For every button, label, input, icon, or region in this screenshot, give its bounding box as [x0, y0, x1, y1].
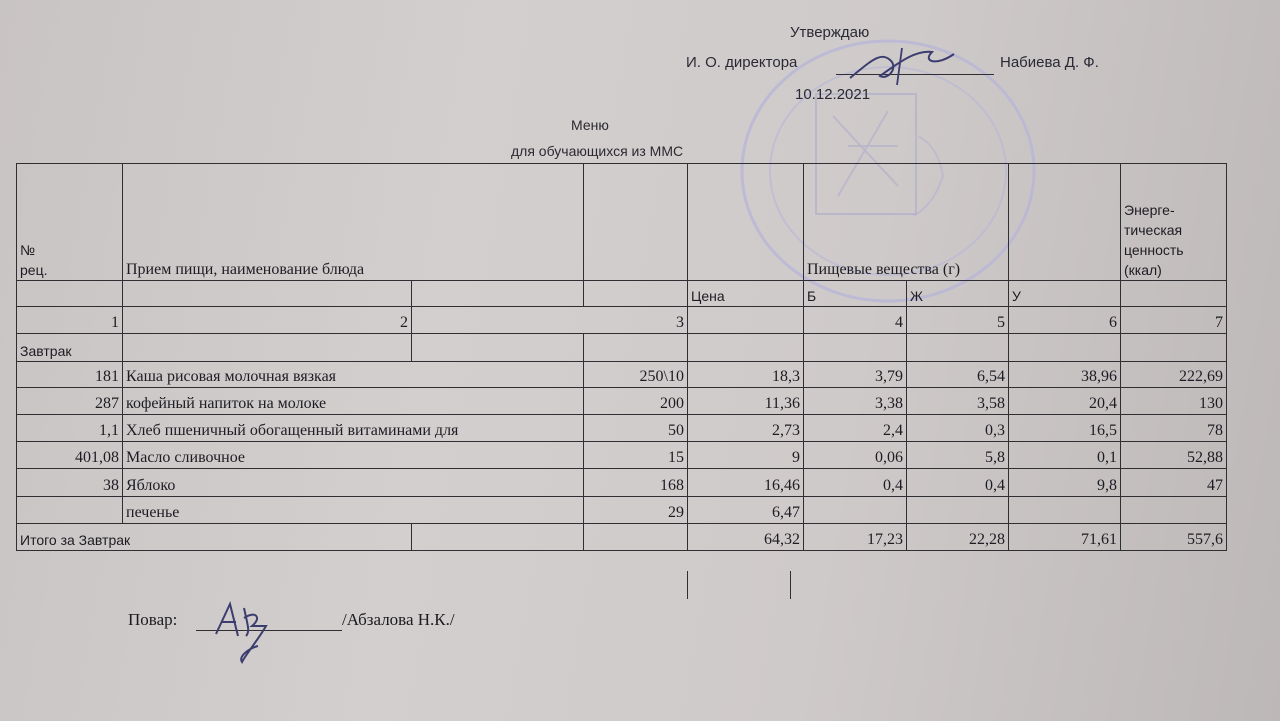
section-cell [123, 334, 412, 362]
fat: 0,3 [907, 415, 1009, 442]
section-cell [688, 334, 804, 362]
protein: 2,4 [804, 415, 907, 442]
yield: 50 [584, 415, 688, 442]
kcal: 47 [1121, 469, 1227, 497]
carbs: 20,4 [1009, 388, 1121, 415]
recipe-number: 287 [17, 388, 123, 415]
price: 6,47 [688, 497, 804, 524]
subheader-cell [123, 281, 412, 307]
protein: 0,06 [804, 442, 907, 469]
recipe-number: 181 [17, 362, 123, 388]
cook-label: Повар: [128, 610, 178, 629]
dish-name: Каша рисовая молочная вязкая [123, 362, 584, 388]
recipe-number: 1,1 [17, 415, 123, 442]
section-cell [1121, 334, 1227, 362]
column-number: 2 [123, 307, 412, 334]
table-continuation-line [687, 571, 688, 599]
yield: 200 [584, 388, 688, 415]
carbs: 38,96 [1009, 362, 1121, 388]
section-cell [412, 334, 584, 362]
table-row [17, 469, 1227, 497]
total-label: Итого за Завтрак [17, 524, 412, 551]
total-kcal: 557,6 [1121, 524, 1227, 551]
dish-name: кофейный напиток на молоке [123, 388, 584, 415]
section-cell [584, 334, 688, 362]
menu-rows [17, 362, 1227, 524]
price: 18,3 [688, 362, 804, 388]
subheader-cell [412, 281, 584, 307]
subheader-carbs: У [1009, 281, 1121, 307]
price: 11,36 [688, 388, 804, 415]
subheader-fat: Ж [907, 281, 1009, 307]
carbs [1009, 497, 1121, 524]
carbs: 16,5 [1009, 415, 1121, 442]
column-number: 6 [1009, 307, 1121, 334]
director-name: Набиева Д. Ф. [1000, 54, 1099, 71]
section-cell [907, 334, 1009, 362]
total-fat: 22,28 [907, 524, 1009, 551]
kcal: 52,88 [1121, 442, 1227, 469]
recipe-number: 401,08 [17, 442, 123, 469]
kcal: 130 [1121, 388, 1227, 415]
column-number: 3 [412, 307, 688, 334]
protein: 0,4 [804, 469, 907, 497]
approval-date: 10.12.2021 [795, 86, 871, 103]
dish-name: Яблоко [123, 469, 584, 497]
header-price [688, 164, 804, 281]
total-price: 64,32 [688, 524, 804, 551]
subheader-protein: Б [804, 281, 907, 307]
total-cell [584, 524, 688, 551]
table-row [17, 442, 1227, 469]
price: 16,46 [688, 469, 804, 497]
header-yield [584, 164, 688, 281]
fat [907, 497, 1009, 524]
header-energy: Энерге- тическая ценность (ккал) [1121, 164, 1227, 281]
subheader-cell [1121, 281, 1227, 307]
protein: 3,79 [804, 362, 907, 388]
director-signature [842, 40, 962, 90]
column-number: 7 [1121, 307, 1227, 334]
kcal: 222,69 [1121, 362, 1227, 388]
section-cell [804, 334, 907, 362]
column-number: 4 [804, 307, 907, 334]
section-cell [1009, 334, 1121, 362]
header-nutrients: Пищевые вещества (г) [804, 164, 1009, 281]
cook-signature [208, 596, 288, 668]
total-cell [412, 524, 584, 551]
menu-subtitle: для обучающихся из ММС [511, 143, 684, 159]
table-continuation-line [790, 571, 791, 599]
director-position: И. О. директора [686, 54, 798, 71]
menu-title: Меню [571, 117, 609, 133]
kcal: 78 [1121, 415, 1227, 442]
subheader-price: Цена [688, 281, 804, 307]
carbs: 9,8 [1009, 469, 1121, 497]
menu-table [16, 163, 1227, 551]
fat: 6,54 [907, 362, 1009, 388]
yield: 168 [584, 469, 688, 497]
yield: 250\10 [584, 362, 688, 388]
fat: 5,8 [907, 442, 1009, 469]
protein [804, 497, 907, 524]
section-label: Завтрак [17, 334, 123, 362]
protein: 3,38 [804, 388, 907, 415]
total-protein: 17,23 [804, 524, 907, 551]
price: 2,73 [688, 415, 804, 442]
approve-label: Утверждаю [790, 24, 870, 41]
column-number: 1 [17, 307, 123, 334]
table-row [17, 415, 1227, 442]
header-recipe-number: № рец. [17, 164, 123, 281]
dish-name: печенье [123, 497, 584, 524]
subheader-cell [17, 281, 123, 307]
fat: 0,4 [907, 469, 1009, 497]
dish-name: Масло сливочное [123, 442, 584, 469]
fat: 3,58 [907, 388, 1009, 415]
total-carbs: 71,61 [1009, 524, 1121, 551]
table-row [17, 388, 1227, 415]
table-row [17, 497, 1227, 524]
price: 9 [688, 442, 804, 469]
dish-name: Хлеб пшеничный обогащенный витаминами для [123, 415, 584, 442]
carbs: 0,1 [1009, 442, 1121, 469]
header-dish-name: Прием пищи, наименование блюда [123, 164, 584, 281]
cook-name: /Абзалова Н.К./ [342, 610, 455, 629]
recipe-number: 38 [17, 469, 123, 497]
yield: 29 [584, 497, 688, 524]
yield: 15 [584, 442, 688, 469]
table-row [17, 362, 1227, 388]
column-number-empty [688, 307, 804, 334]
column-number: 5 [907, 307, 1009, 334]
kcal [1121, 497, 1227, 524]
subheader-cell [584, 281, 688, 307]
recipe-number [17, 497, 123, 524]
header-carbs [1009, 164, 1121, 281]
